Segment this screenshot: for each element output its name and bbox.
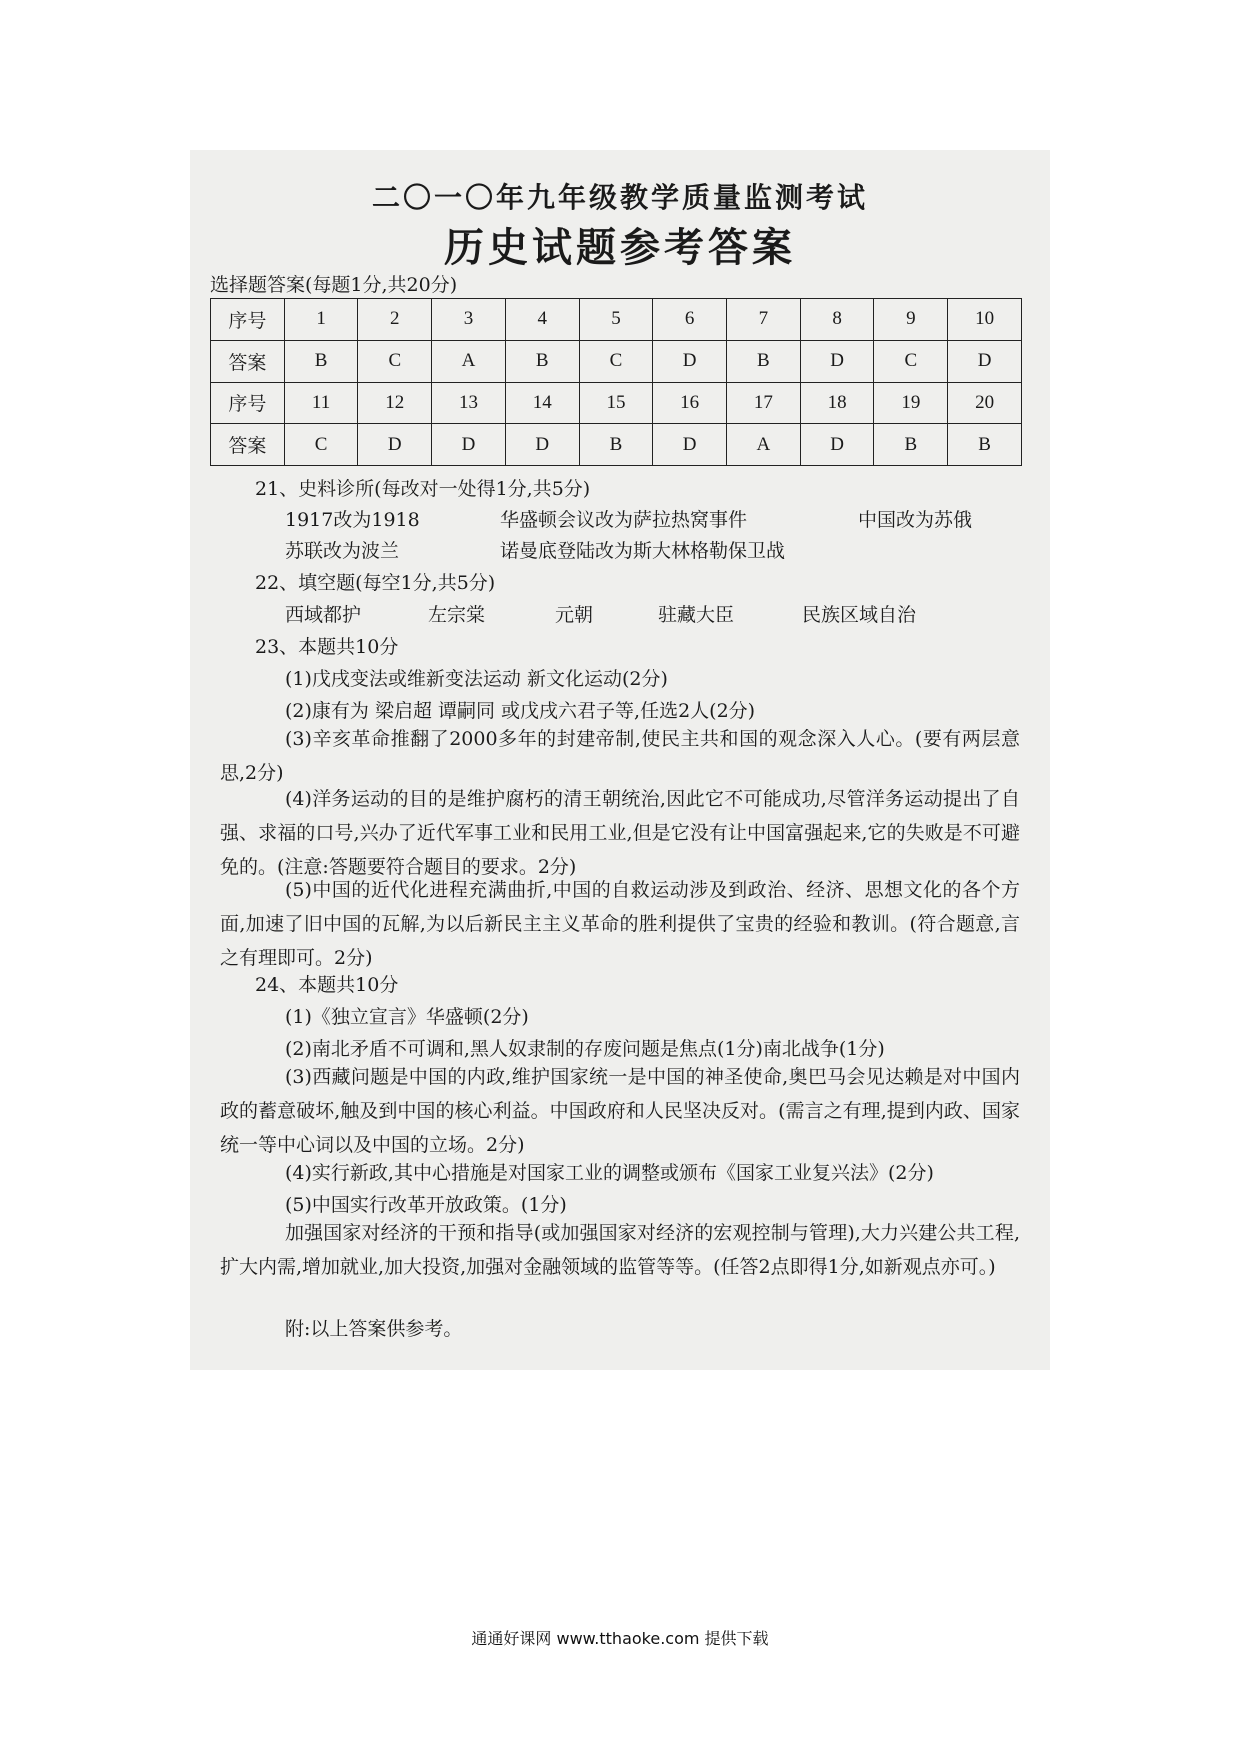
q21-answer: 苏联改为波兰	[285, 540, 400, 562]
answer-cell: A	[727, 424, 801, 466]
answer-table	[210, 298, 1022, 466]
table-row	[211, 382, 1022, 424]
question-number: 2	[358, 299, 432, 341]
answer-cell: C	[284, 424, 358, 466]
answer-cell: D	[505, 424, 579, 466]
question-number: 14	[505, 382, 579, 424]
question-number: 18	[800, 382, 874, 424]
q22-answer: 左宗棠	[428, 604, 486, 626]
question-number: 19	[874, 382, 948, 424]
exam-subtitle: 二〇一〇年九年级教学质量监测考试	[371, 181, 868, 214]
q24-part5: (5)中国实行改革开放政策。(1分)	[285, 1194, 567, 1216]
row-label-number: 序号	[211, 299, 285, 341]
question-number: 3	[432, 299, 506, 341]
q23-part3: (3)辛亥革命推翻了2000多年的封建帝制,使民主共和国的观念深入人心。(要有两层意思,2分)	[220, 728, 1020, 784]
table-row	[211, 424, 1022, 466]
answer-note: 附:以上答案供参考。	[285, 1318, 463, 1340]
q24-part6: 加强国家对经济的干预和指导(或加强国家对经济的宏观控制与管理),大力兴建公共工程,扩大内需,增加就业,加大投资,加强对金融领域的监管等等。(任答2点即得1分,如新观点亦可。)	[220, 1222, 1020, 1278]
q24-part2: (2)南北矛盾不可调和,黑人奴隶制的存废问题是焦点(1分)南北战争(1分)	[285, 1038, 885, 1060]
question-number: 11	[284, 382, 358, 424]
q23-part4: (4)洋务运动的目的是维护腐朽的清王朝统治,因此它不可能成功,尽管洋务运动提出了自强、求福的口号,兴办了近代军事工业和民用工业,但是它没有让中国富强起来,它的失败是不可避免的。(注意:答题要符合题目的要求。2分)	[220, 788, 1020, 878]
q23-part1: (1)戊戌变法或维新变法运动 新文化运动(2分)	[285, 668, 668, 690]
question-number: 1	[284, 299, 358, 341]
answer-cell: C	[874, 340, 948, 382]
answer-cell: D	[653, 424, 727, 466]
answer-cell: B	[284, 340, 358, 382]
answer-cell: B	[579, 424, 653, 466]
q22-answer: 元朝	[555, 604, 594, 626]
answer-cell: C	[579, 340, 653, 382]
q22-answer: 西域都护	[285, 604, 362, 626]
row-label-number: 序号	[211, 382, 285, 424]
row-label-answer: 答案	[211, 340, 285, 382]
question-number: 6	[653, 299, 727, 341]
answer-cell: D	[800, 424, 874, 466]
question-number: 13	[432, 382, 506, 424]
row-label-answer: 答案	[211, 424, 285, 466]
question-number: 15	[579, 382, 653, 424]
q22-answer: 驻藏大臣	[658, 604, 735, 626]
footer-credit: 通通好课网 www.tthaoke.com 提供下载	[471, 1629, 769, 1648]
q24-part1: (1)《独立宣言》华盛顿(2分)	[285, 1006, 529, 1028]
q22-heading: 22、填空题(每空1分,共5分)	[255, 572, 496, 594]
answer-cell: B	[874, 424, 948, 466]
answer-cell: B	[948, 424, 1022, 466]
q21-answer: 1917改为1918	[285, 509, 420, 531]
answer-cell: C	[358, 340, 432, 382]
question-number: 10	[948, 299, 1022, 341]
question-number: 4	[505, 299, 579, 341]
q21-answer: 诺曼底登陆改为斯大林格勒保卫战	[500, 540, 786, 562]
question-number: 12	[358, 382, 432, 424]
q24-part3: (3)西藏问题是中国的内政,维护国家统一是中国的神圣使命,奥巴马会见达赖是对中国内政的蓄意破坏,触及到中国的核心利益。中国政府和人民坚决反对。(需言之有理,提到内政、国家统一等中心词以及中国的立场。2分)	[220, 1066, 1020, 1156]
answer-cell: B	[727, 340, 801, 382]
question-number: 20	[948, 382, 1022, 424]
q21-answer: 中国改为苏俄	[858, 509, 973, 531]
q21-answer: 华盛顿会议改为萨拉热窝事件	[500, 509, 748, 531]
answer-cell: D	[432, 424, 506, 466]
answer-cell: B	[505, 340, 579, 382]
question-number: 7	[727, 299, 801, 341]
answer-cell: D	[358, 424, 432, 466]
answer-cell: D	[800, 340, 874, 382]
question-number: 16	[653, 382, 727, 424]
answer-cell: A	[432, 340, 506, 382]
q23-part2: (2)康有为 梁启超 谭嗣同 或戊戌六君子等,任选2人(2分)	[285, 700, 756, 722]
question-number: 5	[579, 299, 653, 341]
q23-heading: 23、本题共10分	[255, 636, 399, 658]
q21-heading: 21、史料诊所(每改对一处得1分,共5分)	[255, 478, 591, 500]
question-number: 8	[800, 299, 874, 341]
q22-answer: 民族区域自治	[802, 604, 917, 626]
question-number: 17	[727, 382, 801, 424]
choice-heading: 选择题答案(每题1分,共20分)	[210, 274, 458, 296]
q24-part4: (4)实行新政,其中心措施是对国家工业的调整或颁布《国家工业复兴法》(2分)	[285, 1162, 934, 1184]
question-number: 9	[874, 299, 948, 341]
answer-cell: D	[948, 340, 1022, 382]
q23-part5: (5)中国的近代化进程充满曲折,中国的自救运动涉及到政治、经济、思想文化的各个方面,加速了旧中国的瓦解,为以后新民主主义革命的胜利提供了宝贵的经验和教训。(符合题意,言之有理即可。2分)	[220, 879, 1020, 969]
table-row	[211, 340, 1022, 382]
table-row	[211, 299, 1022, 341]
answer-cell: D	[653, 340, 727, 382]
page-title: 历史试题参考答案	[444, 224, 796, 271]
q24-heading: 24、本题共10分	[255, 974, 399, 996]
